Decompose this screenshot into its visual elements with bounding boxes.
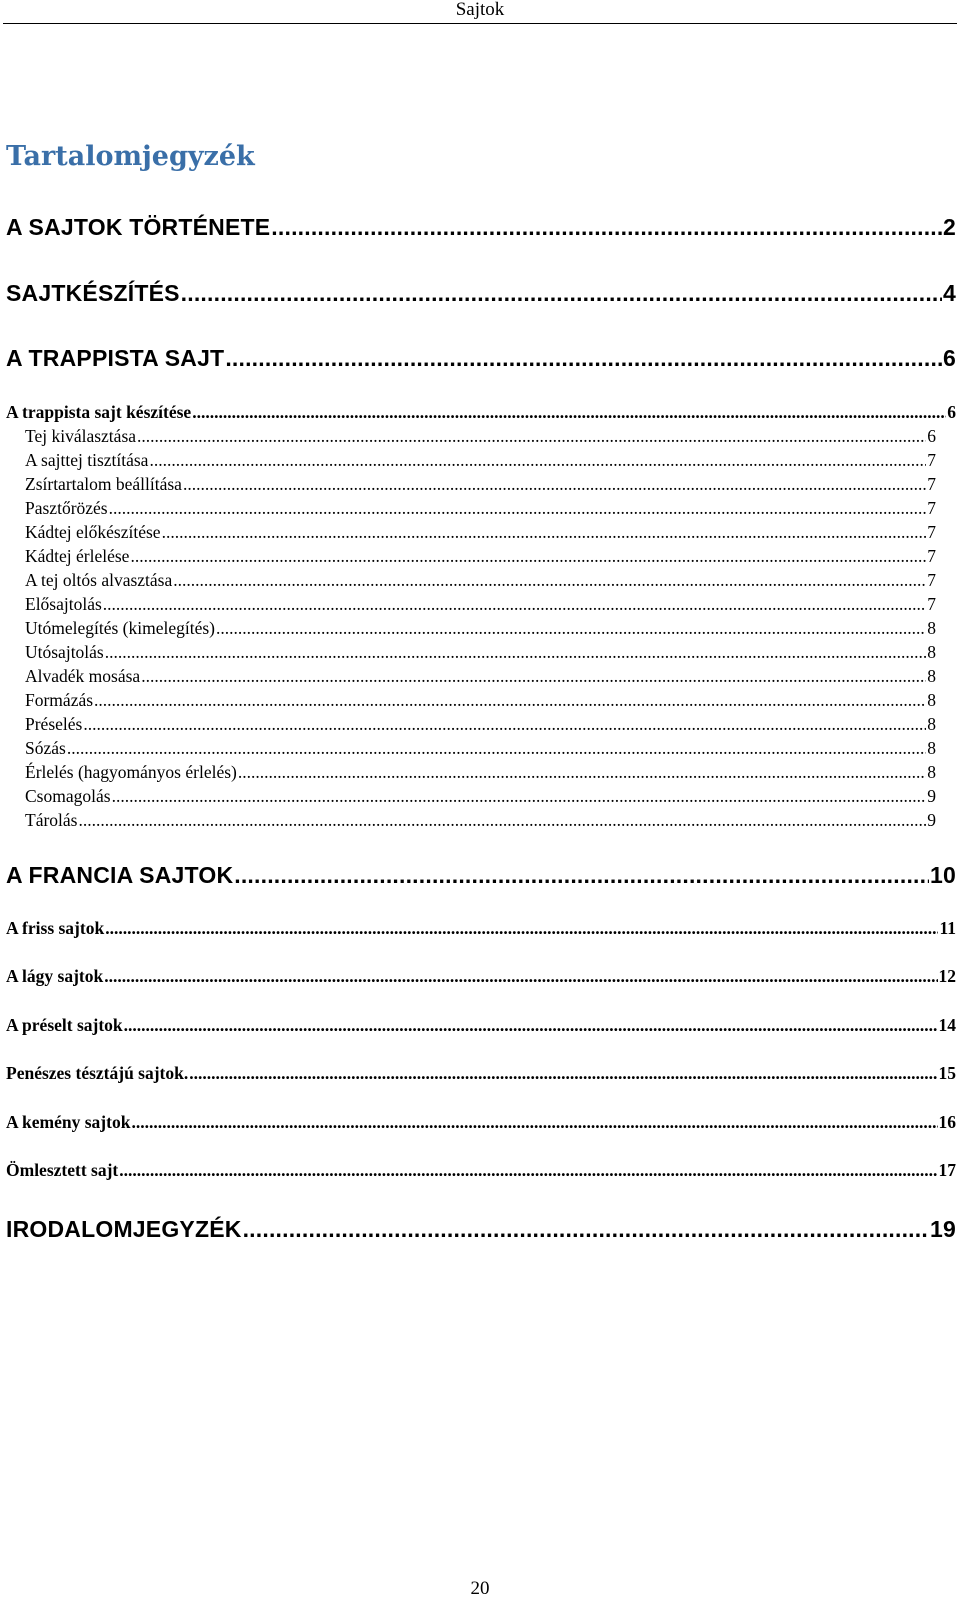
- toc-entry-page: 15: [938, 1063, 956, 1083]
- toc-entry-page: 10: [930, 862, 956, 888]
- toc-entry-page: 12: [938, 966, 956, 986]
- toc-entry-page: 6: [927, 426, 936, 446]
- dot-leader: [141, 666, 926, 687]
- toc-entry-label: Érlelés (hagyományos érlelés): [25, 762, 237, 782]
- toc-entry-label: Ömlesztett sajt: [6, 1160, 119, 1180]
- toc-entry-label: Sózás: [25, 738, 66, 758]
- toc-entry-section[interactable]: [6, 966, 956, 987]
- toc-entry-page: 17: [938, 1160, 956, 1180]
- toc-entry-label: A SAJTOK TÖRTÉNETE: [6, 214, 271, 240]
- toc-entry-label: Préselés: [25, 714, 83, 734]
- toc-entry-page: 2: [943, 214, 956, 240]
- toc-entry-page: 4: [943, 280, 956, 306]
- toc-entry-label: Tárolás: [25, 810, 78, 830]
- toc-entry-subsection[interactable]: [25, 498, 936, 519]
- toc-entry-chapter[interactable]: [6, 280, 956, 307]
- toc-entry-page: 9: [927, 810, 936, 830]
- toc-entry-label: A sajttej tisztítása: [25, 450, 149, 470]
- toc-entry-label: Elősajtolás: [25, 594, 102, 614]
- running-header: Sajtok: [455, 0, 505, 20]
- toc-entry-page: 7: [927, 474, 936, 494]
- toc-entry-subsection[interactable]: [25, 594, 936, 615]
- toc-entry-subsection[interactable]: [25, 618, 936, 639]
- dot-leader: [189, 1063, 937, 1084]
- toc-entry-subsection[interactable]: [25, 738, 936, 759]
- toc-entry-page: 8: [927, 762, 936, 782]
- dot-leader: [192, 402, 946, 423]
- toc-entry-page: 7: [927, 450, 936, 470]
- toc-entry-label: SAJTKÉSZÍTÉS: [6, 280, 180, 306]
- dot-leader: [103, 594, 926, 615]
- dot-leader: [83, 714, 926, 735]
- toc-entry-section[interactable]: [6, 402, 956, 423]
- toc-entry-label: Penészes tésztájú sajtok.: [6, 1063, 189, 1083]
- toc-entry-section[interactable]: [6, 1015, 956, 1036]
- toc-title: Tartalomjegyzék: [6, 141, 255, 172]
- dot-leader: [119, 1160, 937, 1181]
- toc-entry-label: A kemény sajtok: [6, 1112, 131, 1132]
- toc-entry-subsection[interactable]: [25, 474, 936, 495]
- dot-leader: [67, 738, 926, 759]
- toc-entry-subsection[interactable]: [25, 666, 936, 687]
- toc-entry-page: 8: [927, 738, 936, 758]
- dot-leader: [124, 1015, 938, 1036]
- toc-entry-label: Csomagolás: [25, 786, 111, 806]
- toc-entry-chapter[interactable]: [6, 1216, 956, 1243]
- toc-entry-label: Utómelegítés (kimelegítés): [25, 618, 216, 638]
- dot-leader: [173, 570, 926, 591]
- toc-entry-label: IRODALOMJEGYZÉK: [6, 1216, 242, 1242]
- toc-entry-subsection[interactable]: [25, 570, 936, 591]
- toc-entry-page: 9: [927, 786, 936, 806]
- toc-entry-page: 7: [927, 498, 936, 518]
- toc-entry-subsection[interactable]: [25, 522, 936, 543]
- toc-entry-section[interactable]: [6, 918, 956, 939]
- toc-entry-label: Pasztőrözés: [25, 498, 108, 518]
- toc-entry-page: 7: [927, 522, 936, 542]
- toc-entry-label: Zsírtartalom beállítása: [25, 474, 182, 494]
- dot-leader: [149, 450, 926, 471]
- toc-entry-label: A lágy sajtok: [6, 966, 104, 986]
- toc-entry-section[interactable]: [6, 1160, 956, 1181]
- toc-entry-page: 8: [927, 666, 936, 686]
- toc-entry-label: Tej kiválasztása: [25, 426, 137, 446]
- dot-leader: [112, 786, 927, 807]
- toc-entry-page: 19: [930, 1216, 956, 1242]
- dot-leader: [225, 345, 942, 372]
- toc-entry-page: 7: [927, 546, 936, 566]
- toc-entry-subsection[interactable]: [25, 450, 936, 471]
- toc-entry-label: A friss sajtok: [6, 918, 105, 938]
- toc-entry-subsection[interactable]: [25, 546, 936, 567]
- toc-entry-subsection[interactable]: [25, 426, 936, 447]
- toc-entry-section[interactable]: [6, 1112, 956, 1133]
- toc-entry-page: 7: [927, 570, 936, 590]
- toc-entry-label: Kádtej érlelése: [25, 546, 130, 566]
- dot-leader: [137, 426, 926, 447]
- dot-leader: [78, 810, 926, 831]
- dot-leader: [131, 1112, 937, 1133]
- toc-entry-label: A tej oltós alvasztása: [25, 570, 173, 590]
- toc-entry-page: 8: [927, 618, 936, 638]
- toc-entry-label: Kádtej előkészítése: [25, 522, 161, 542]
- toc-entry-page: 6: [943, 345, 956, 371]
- toc-entry-page: 8: [927, 642, 936, 662]
- toc-entry-subsection[interactable]: [25, 642, 936, 663]
- toc-entry-label: Formázás: [25, 690, 94, 710]
- toc-entry-label: A préselt sajtok: [6, 1015, 123, 1035]
- dot-leader: [216, 618, 926, 639]
- toc-entry-subsection[interactable]: [25, 762, 936, 783]
- dot-leader: [243, 1216, 929, 1243]
- toc-entry-label: Alvadék mosása: [25, 666, 141, 686]
- toc-entry-label: A FRANCIA SAJTOK: [6, 862, 234, 888]
- toc-entry-page: 11: [939, 918, 956, 938]
- dot-leader: [238, 762, 926, 783]
- toc-entry-chapter[interactable]: [6, 862, 956, 889]
- toc-entry-page: 16: [938, 1112, 956, 1132]
- dot-leader: [104, 966, 937, 987]
- toc-entry-label: A TRAPPISTA SAJT: [6, 345, 225, 371]
- toc-entry-subsection[interactable]: [25, 810, 936, 831]
- toc-entry-subsection[interactable]: [25, 690, 936, 711]
- dot-leader: [162, 522, 927, 543]
- dot-leader: [130, 546, 926, 567]
- dot-leader: [271, 214, 942, 241]
- dot-leader: [234, 862, 929, 889]
- dot-leader: [105, 918, 938, 939]
- dot-leader: [105, 642, 927, 663]
- toc-entry-subsection[interactable]: [25, 786, 936, 807]
- toc-entry-chapter[interactable]: [6, 345, 956, 372]
- dot-leader: [94, 690, 926, 711]
- toc-entry-page: 14: [938, 1015, 956, 1035]
- toc-entry-label: A trappista sajt készítése: [6, 402, 192, 422]
- toc-entry-section[interactable]: [6, 1063, 956, 1084]
- toc-entry-page: 8: [927, 690, 936, 710]
- dot-leader: [181, 280, 942, 307]
- toc-entry-page: 6: [947, 402, 956, 422]
- dot-leader: [183, 474, 926, 495]
- toc-entry-page: 8: [927, 714, 936, 734]
- toc-entry-page: 7: [927, 594, 936, 614]
- toc-entry-subsection[interactable]: [25, 714, 936, 735]
- dot-leader: [109, 498, 927, 519]
- page-number: 20: [470, 1578, 490, 1599]
- toc-entry-label: Utósajtolás: [25, 642, 104, 662]
- toc-entry-chapter[interactable]: [6, 214, 956, 241]
